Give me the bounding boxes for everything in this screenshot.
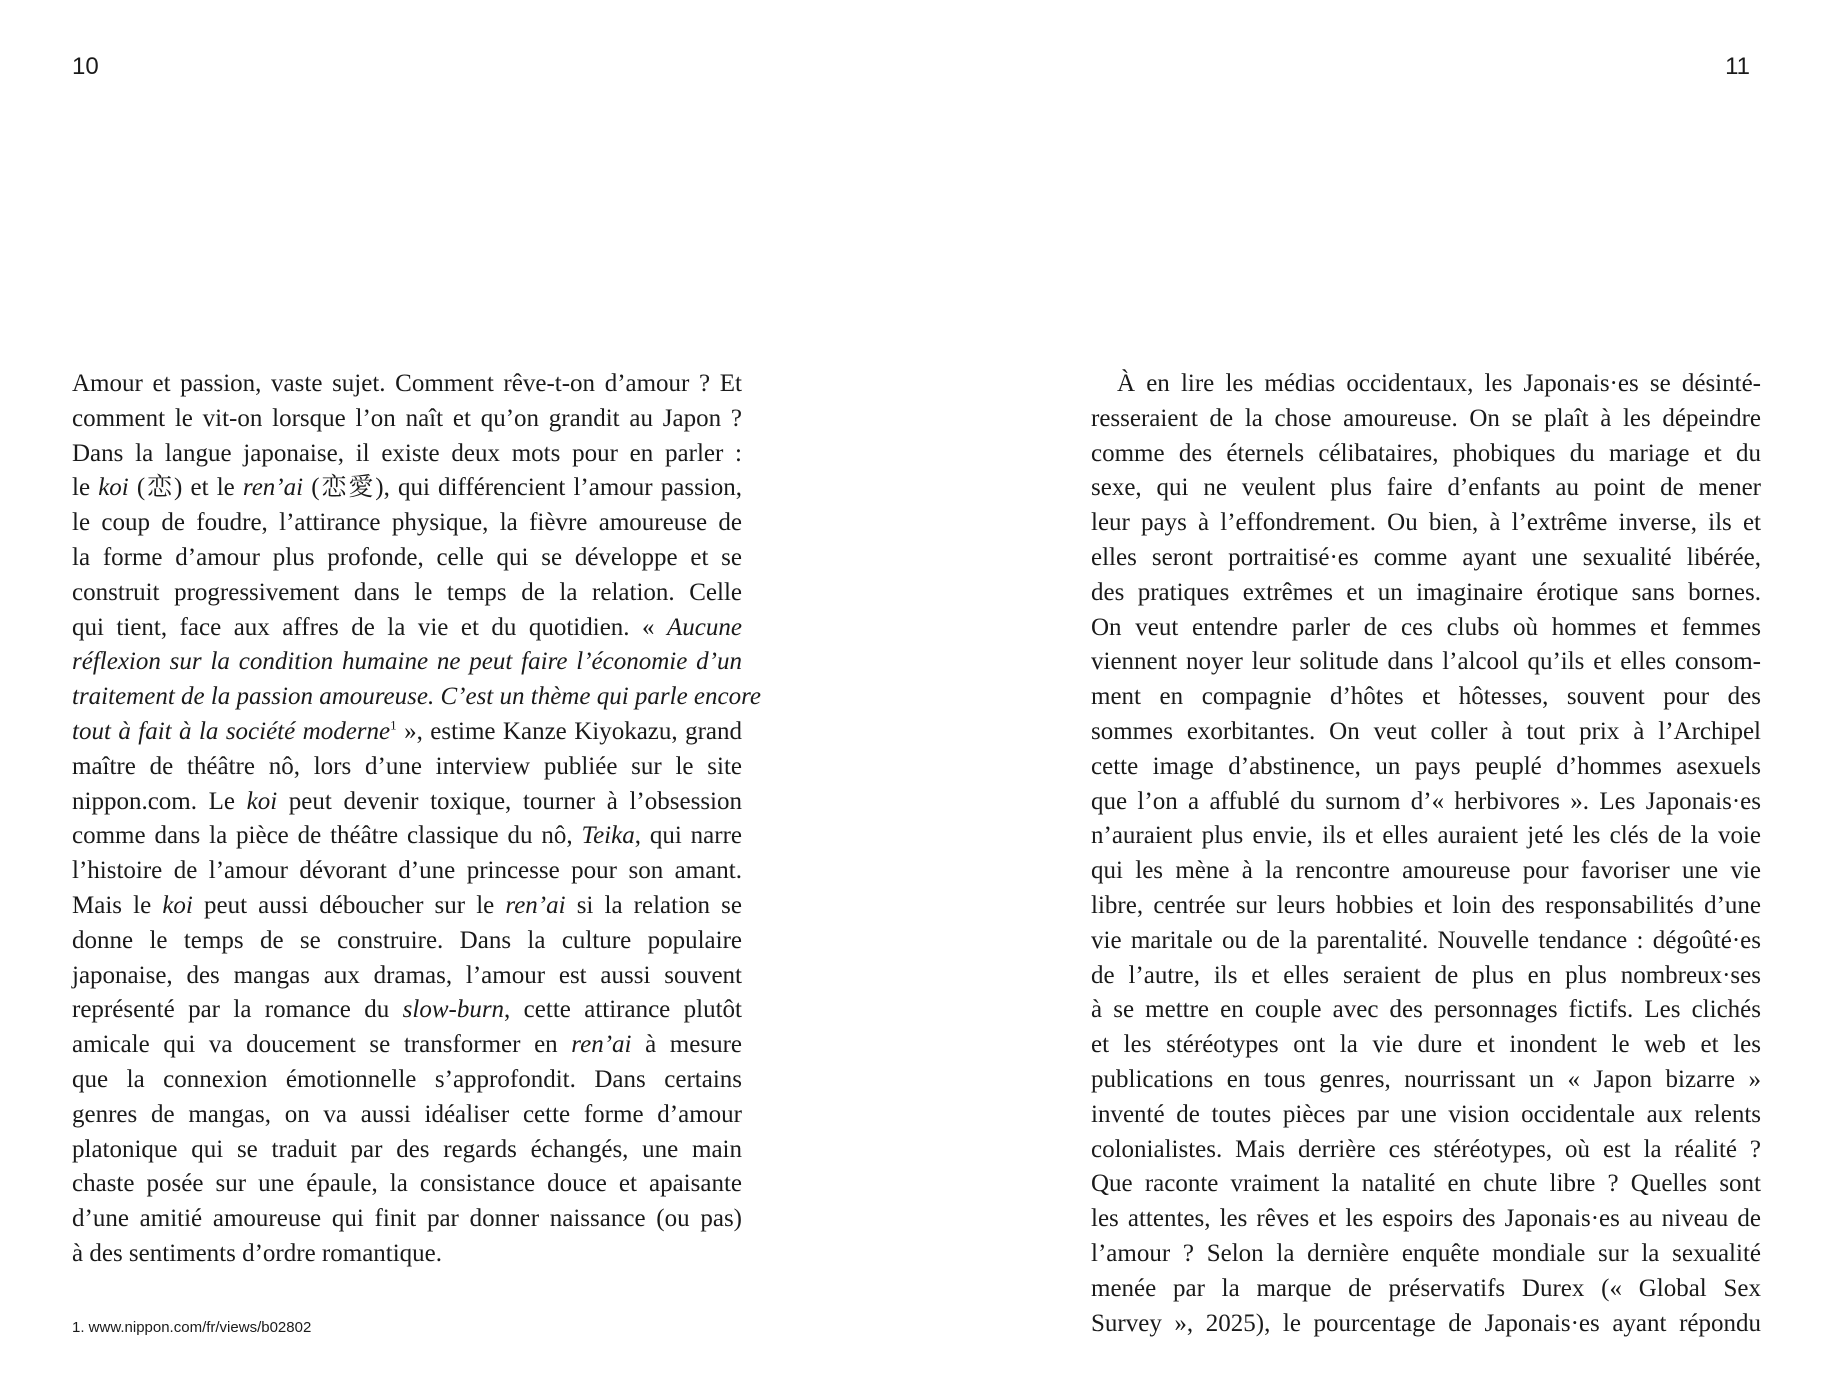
text-line: elles seront portraitisé·es comme ayant une sexualité libérée, <box>1091 543 1761 571</box>
text-line: amicale qui va doucement se transformer en ren’ai à mesure <box>72 1031 742 1059</box>
text-line: le koi (恋) et le ren’ai (恋愛), qui différencient l’amour passion, <box>72 474 742 502</box>
text-line: des pratiques extrêmes et un imaginaire érotique sans bornes. <box>1091 578 1761 606</box>
left-body-text <box>72 367 762 1272</box>
right-page <box>911 0 1822 1400</box>
text-line: leur pays à l’effondrement. Ou bien, à l’extrême inverse, ils et <box>1091 509 1761 537</box>
text-line: Mais le koi peut aussi déboucher sur le ren’ai si la relation se <box>72 891 742 919</box>
text-line: Amour et passion, vaste sujet. Comment rêve-t-on d’amour ? Et <box>72 370 742 397</box>
text-line: Que raconte vraiment la natalité en chute libre ? Quelles sont <box>1091 1170 1761 1198</box>
text-line: sommes exorbitantes. On veut coller à tout prix à l’Archipel <box>1091 717 1761 745</box>
text-line: comme dans la pièce de théâtre classique du nô, Teika, qui narre <box>72 822 742 850</box>
text-line: japonaise, des mangas aux dramas, l’amour est aussi souvent <box>72 961 742 989</box>
text-line: platonique qui se traduit par des regards échangés, une main <box>72 1135 742 1163</box>
text-line: représenté par la romance du slow-burn, cette attirance plutôt <box>72 996 742 1024</box>
text-line: resseraient de la chose amoureuse. On se plaît à les dépeindre <box>1091 404 1761 432</box>
text-line: comme des éternels célibataires, phobiques du mariage et du <box>1091 439 1761 467</box>
text-line: Dans la langue japonaise, il existe deux mots pour en parler : <box>72 439 742 467</box>
text-line: construit progressivement dans le temps de la relation. Celle <box>72 578 742 606</box>
text-line: vie maritale ou de la parentalité. Nouvelle tendance : dégoûté·es <box>1091 926 1761 954</box>
text-line: qui les mène à la rencontre amoureuse pour favoriser une vie <box>1091 857 1761 885</box>
text-line: que l’on a affublé du surnom d’« herbivores ». Les Japonais·es <box>1091 787 1761 815</box>
footnote: 1. www.nippon.com/fr/views/b02802 <box>72 1319 312 1336</box>
text-line: menée par la marque de préservatifs Durex (« Global Sex <box>1091 1274 1761 1302</box>
text-line: comment le vit-on lorsque l’on naît et qu’on grandit au Japon ? <box>72 404 742 432</box>
text-line: que la connexion émotionnelle s’approfondit. Dans certains <box>72 1065 742 1093</box>
text-line: d’une amitié amoureuse qui finit par donner naissance (ou pas) <box>72 1205 742 1233</box>
text-line: l’histoire de l’amour dévorant d’une princesse pour son amant. <box>72 857 742 885</box>
text-line: à des sentiments d’ordre romantique. <box>72 1239 443 1267</box>
text-line: Survey », 2025), le pourcentage de Japonais·es ayant répondu <box>1091 1309 1761 1337</box>
text-line: maître de théâtre nô, lors d’une interview publiée sur le site <box>72 752 742 780</box>
text-line: nippon.com. Le koi peut devenir toxique, tourner à l’obsession <box>72 787 742 815</box>
text-line: les attentes, les rêves et les espoirs des Japonais·es au niveau de <box>1091 1205 1761 1233</box>
text-line: libre, centrée sur leurs hobbies et loin des responsabilités d’une <box>1091 891 1761 919</box>
page-number-left: 10 <box>72 53 99 80</box>
text-line: tout à fait à la société moderne$^1$ », estime Kanze Kiyokazu, grand <box>72 717 743 745</box>
text-line: à se mettre en couple avec des personnages fictifs. Les clichés <box>1091 996 1761 1024</box>
right-body-text <box>1091 367 1761 1341</box>
text-line: On veut entendre parler de ces clubs où hommes et femmes <box>1091 613 1761 641</box>
left-page <box>0 0 911 1400</box>
text-line: genres de mangas, on va aussi idéaliser cette forme d’amour <box>72 1100 742 1128</box>
text-line: inventé de toutes pièces par une vision occidentale aux relents <box>1091 1100 1761 1128</box>
text-line: l’amour ? Selon la dernière enquête mondiale sur la sexualité <box>1091 1239 1761 1267</box>
text-line: traitement de la passion amoureuse. C’est un thème qui parle encore <box>72 683 762 711</box>
text-line: cette image d’abstinence, un pays peuplé d’hommes asexuels <box>1091 752 1761 780</box>
text-line: chaste posée sur une épaule, la consistance douce et apaisante <box>72 1170 742 1198</box>
text-line: la forme d’amour plus profonde, celle qui se développe et se <box>72 543 742 571</box>
text-line: sexe, qui ne veulent plus faire d’enfants au point de mener <box>1091 474 1761 502</box>
text-line: n’auraient plus envie, ils et elles auraient jeté les clés de la voie <box>1091 822 1761 850</box>
footnote-reference: 1 <box>390 717 397 733</box>
text-line: colonialistes. Mais derrière ces stéréotypes, où est la réalité ? <box>1091 1135 1761 1163</box>
text-line: qui tient, face aux affres de la vie et du quotidien. « Aucune <box>72 613 742 641</box>
text-line: ment en compagnie d’hôtes et hôtesses, souvent pour des <box>1091 683 1761 711</box>
text-line: À en lire les médias occidentaux, les Japonais·es se désinté- <box>1117 370 1761 397</box>
text-line: publications en tous genres, nourrissant un « Japon bizarre » <box>1091 1065 1761 1093</box>
text-line: viennent noyer leur solitude dans l’alcool qu’ils et elles consom- <box>1091 648 1761 676</box>
text-line: et les stéréotypes ont la vie dure et inondent le web et les <box>1091 1031 1761 1059</box>
text-line: le coup de foudre, l’attirance physique, la fièvre amoureuse de <box>72 509 742 537</box>
text-line: donne le temps de se construire. Dans la culture populaire <box>72 926 742 954</box>
text-line: de l’autre, ils et elles seraient de plus en plus nombreux·ses <box>1091 961 1761 989</box>
text-line: réflexion sur la condition humaine ne peut faire l’économie d’un <box>72 648 742 676</box>
page-number-right: 11 <box>1725 53 1750 80</box>
